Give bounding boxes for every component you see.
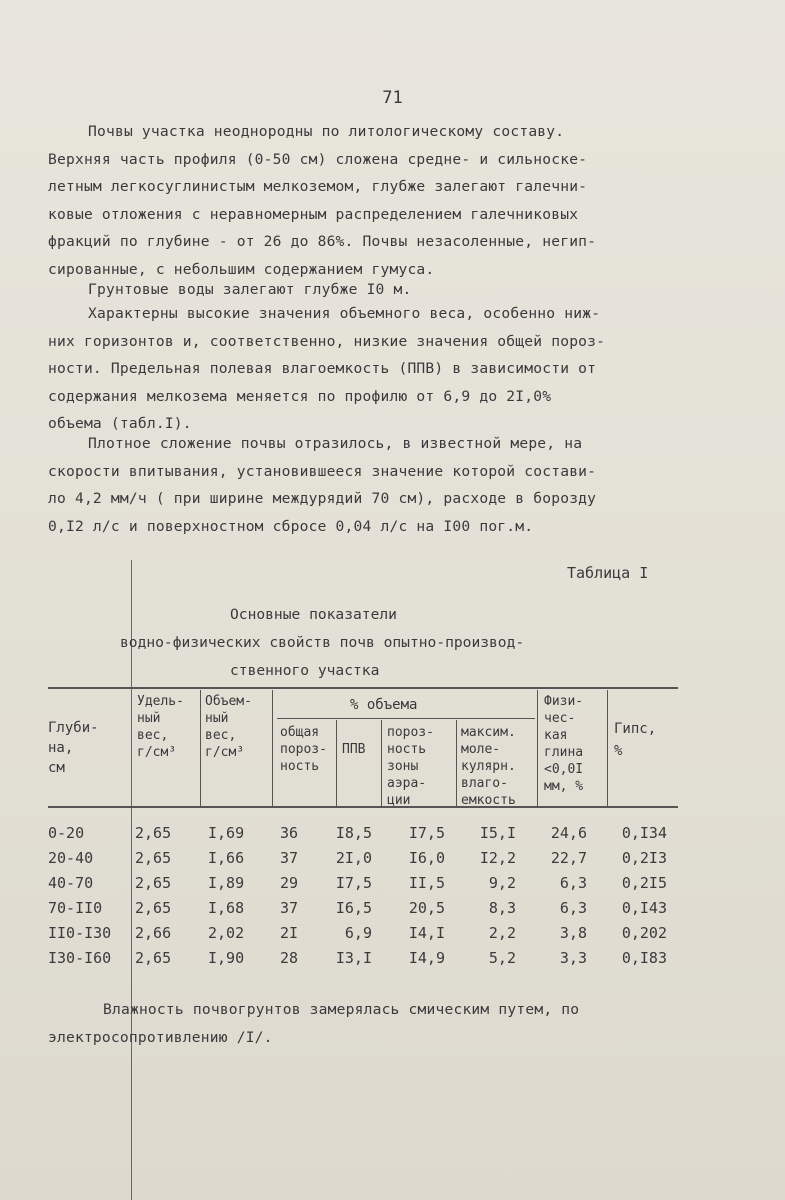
column-divider (381, 720, 382, 806)
table-header-rule (48, 806, 678, 808)
header-specific-weight: Удель- ный вес, г/см³ (137, 694, 184, 760)
text-line: Почвы участка неоднородны по литологическому составу. (88, 123, 565, 140)
header-total-porosity: общая пороз- ность (280, 725, 327, 774)
text-line: 0,I2 л/с и поверхностном сбросе 0,04 л/с на I00 пог.м. (48, 517, 534, 535)
text-line: летным легкосуглинистым мелкоземом, глубже залегают галечни- (48, 178, 588, 195)
column-divider (336, 720, 337, 806)
text-line: электросопротивлению /I/. (48, 1028, 273, 1046)
table-cell: 3,8 (559, 924, 587, 942)
column-divider (537, 690, 538, 806)
text-line: Грунтовые воды залегают глубже I0 м. (88, 281, 412, 298)
text-line: Верхняя часть профиля (0-50 см) сложена средне- и сильноске- (48, 150, 588, 168)
table-cell: 40-70 (48, 874, 94, 892)
table-cell: 37 (280, 849, 299, 867)
table-cell: 6,9 (344, 924, 372, 942)
table-cell: 2,65 (135, 849, 172, 867)
table-cell: 9,2 (488, 874, 516, 892)
table-top-rule (48, 687, 678, 689)
text-line: скорости впитывания, установившееся значение которой состави- (48, 462, 597, 480)
table-cell: 2,65 (135, 949, 172, 967)
table-cell: I4,I (408, 924, 445, 942)
table-cell: 0,202 (621, 924, 667, 942)
table-cell: I8,5 (335, 824, 372, 842)
table-cell: 2,66 (135, 924, 172, 942)
paragraph-bulk-weight (48, 300, 678, 438)
text-line: них горизонтов и, соответственно, низкие значения общей порoз- (48, 332, 606, 350)
table-cell: 24,6 (550, 824, 587, 842)
caption-line: водно-физических свойств почв опытно-производ- (120, 634, 525, 651)
table-cell: 2,65 (135, 874, 172, 892)
caption-line: ственного участка (230, 662, 380, 679)
table-cell: 28 (280, 949, 299, 967)
table-cell: 0,I43 (621, 899, 667, 917)
caption-line: Основные показатели (230, 606, 397, 623)
table-cell: 5,2 (488, 949, 516, 967)
table-cell: II,5 (408, 874, 445, 892)
header-aeration-porosity: порoз- ность зоны аэра- ции (387, 725, 434, 808)
text-line: Влажность почвогрунтов замерялась смическим путем, по (103, 1001, 580, 1018)
table-cell: 0,2I3 (621, 849, 667, 867)
table-cell: 37 (280, 899, 299, 917)
text-line: объема (табл.I). (48, 415, 192, 432)
table-caption (110, 601, 590, 685)
table-cell: 0,I34 (621, 824, 667, 842)
table-cell: I6,5 (335, 899, 372, 917)
text-line: Характерны высокие значения объемного веса, особенно ниж- (88, 305, 601, 322)
header-clay: Физи- чес- кая глина <0,0I мм, % (544, 694, 584, 794)
header-percent-volume: % объема (350, 697, 418, 713)
table-cell: 22,7 (550, 849, 587, 867)
footer-paragraph (48, 996, 678, 1051)
table-label: Таблица I (567, 564, 649, 582)
column-divider (456, 720, 457, 806)
table-cell: I,68 (208, 899, 245, 917)
table-cell: 20,5 (408, 899, 445, 917)
header-max-moisture: максим. моле- кулярн. влаго- емкость (461, 725, 516, 808)
paragraph-infiltration (48, 430, 678, 540)
table-cell: 0,2I5 (621, 874, 667, 892)
table-cell: 0,I83 (621, 949, 667, 967)
table-cell: I6,0 (408, 849, 445, 867)
table-cell: 20-40 (48, 849, 94, 867)
table-cell: 3,3 (559, 949, 587, 967)
table-cell: I5,I (479, 824, 516, 842)
table-cell: I30-I60 (48, 949, 112, 967)
text-line: ковые отложения с неравномерным распределением галечниковых (48, 205, 579, 223)
table-cell: 29 (280, 874, 299, 892)
table-cell: 0-20 (48, 824, 85, 842)
paragraph-soil-composition (48, 118, 678, 283)
header-depth: Глуби- на, см (48, 720, 99, 776)
table-cell: 2,65 (135, 824, 172, 842)
text-line: Плотное сложение почвы отразилось, в известной мере, на (88, 435, 583, 452)
text-line: ности. Предельная полевая влагоемкость (ППВ) в зависимости от (48, 360, 597, 377)
text-line: сированные, с небольшим содержанием гумуса. (48, 260, 435, 278)
header-bulk-weight: Объем- ный вес, г/см³ (205, 694, 252, 760)
table-cell: I,66 (208, 849, 245, 867)
table-cell: I7,5 (335, 874, 372, 892)
table-cell: 6,3 (559, 899, 587, 917)
table-cell: I,90 (208, 949, 245, 967)
column-divider (200, 690, 201, 806)
table-cell: I4,9 (408, 949, 445, 967)
table-cell: 70-II0 (48, 899, 103, 917)
column-divider (272, 690, 273, 806)
table-cell: 2I (280, 924, 299, 942)
table-cell: 6,3 (559, 874, 587, 892)
percent-volume-rule (277, 718, 535, 719)
table-cell: 8,3 (488, 899, 516, 917)
header-ppv: ППВ (342, 742, 366, 757)
table-cell: I,69 (208, 824, 245, 842)
page-number: 71 (382, 88, 403, 108)
header-gypsum: Гипс, % (614, 721, 657, 759)
table-cell: 2,2 (488, 924, 516, 942)
table-cell: I3,I (335, 949, 372, 967)
text-line: ло 4,2 мм/ч ( при ширине междурядий 70 см), расходе в борозду (48, 490, 597, 507)
table-cell: II0-I30 (48, 924, 112, 942)
table-cell: 36 (280, 824, 299, 842)
table-cell: 2,02 (208, 924, 245, 942)
table-cell: I,89 (208, 874, 245, 892)
column-divider (607, 690, 608, 806)
text-line: фракций по глубине - от 26 до 86%. Почвы незасоленные, негип- (48, 233, 597, 250)
table-cell: I2,2 (479, 849, 516, 867)
text-line: содержания мелкозема меняется по профилю от 6,9 до 2I,0% (48, 387, 552, 405)
table-cell: I7,5 (408, 824, 445, 842)
table-cell: 2,65 (135, 899, 172, 917)
table-cell: 2I,0 (335, 849, 372, 867)
